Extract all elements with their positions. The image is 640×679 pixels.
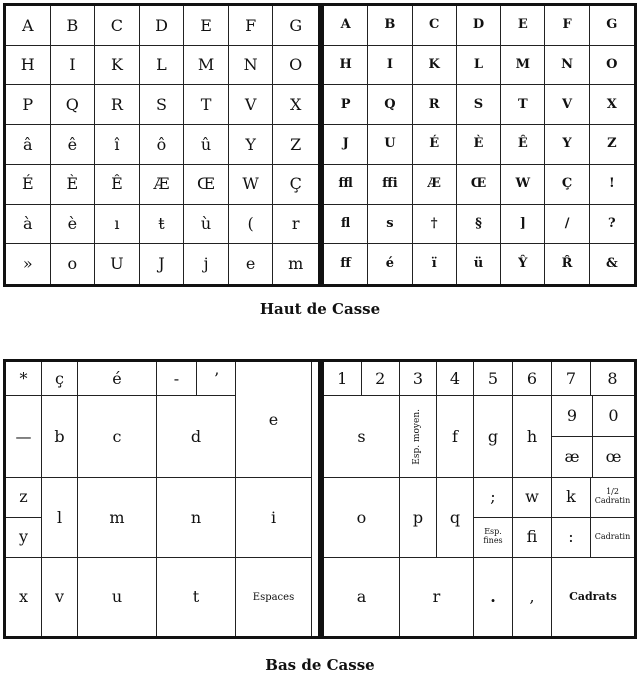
case-7: 7 [552, 362, 591, 396]
case-2: 2 [375, 368, 386, 388]
bas-de-casse-case [3, 359, 637, 639]
haut-left-cell: û [184, 125, 229, 165]
haut-left-cell: ŧ [140, 205, 185, 245]
haut-left-cell: m [288, 254, 304, 274]
haut-left-cell: Œ [184, 165, 229, 205]
case-w: w [513, 478, 552, 518]
haut-left-cell: É [6, 165, 51, 205]
haut-right-cell: R̂ [545, 244, 589, 284]
case-n: n [157, 478, 236, 558]
case-c-cedilla: ç [42, 362, 78, 395]
haut-right-cell: S [457, 85, 501, 125]
haut-right-cell: ffi [368, 165, 412, 205]
case-i: i [236, 478, 312, 558]
haut-right-cell: § [457, 205, 501, 245]
case-fi: fi [513, 518, 552, 558]
haut-left-cell: S [140, 85, 185, 125]
haut-right-cell: & [605, 255, 618, 271]
haut-right-cell: ffl [324, 165, 368, 205]
haut-right-cell: G [590, 6, 634, 46]
case-x: x [6, 558, 42, 636]
haut-left-cell: â [6, 125, 51, 165]
haut-right-cell: ] [501, 205, 545, 245]
haut-right-cell: Y [545, 125, 589, 165]
case-half-cadratin: 1/2 Cadratin [591, 478, 634, 518]
haut-right-cell: ü [457, 244, 501, 284]
case-0: 0 [593, 396, 634, 437]
haut-left-cell: C [95, 6, 140, 46]
case-1: 1 [324, 362, 362, 395]
haut-left-cell: ( [229, 205, 274, 245]
haut-left-cell: F [229, 6, 274, 46]
haut-right-cell: P [324, 85, 368, 125]
haut-left-cell: T [184, 85, 229, 125]
haut-left-cell: Ê [95, 165, 140, 205]
haut-right-cell: X [590, 85, 634, 125]
haut-left-cell: X [273, 85, 318, 125]
haut-left-cell: è [51, 205, 96, 245]
case-e-acute: é [78, 362, 157, 395]
haut-left-cell: î [95, 125, 140, 165]
case-espaces: Espaces [236, 558, 312, 636]
haut-left-cell: r [273, 205, 318, 245]
case-dot: . [474, 558, 513, 636]
case-u: u [78, 558, 157, 636]
haut-right-cell: Ç [545, 165, 589, 205]
case-f: f [437, 396, 474, 478]
case-z-y [6, 478, 42, 558]
haut-right-cell: Q [368, 85, 412, 125]
numbers-1-2 [324, 362, 400, 396]
haut-left-cell: I [51, 46, 96, 86]
haut-right-cell: Æ [413, 165, 457, 205]
case-v: v [42, 558, 78, 636]
case-ae: æ [552, 437, 593, 478]
haut-left-cell: » [6, 244, 51, 284]
haut-right-cell: Ŷ [501, 244, 545, 284]
case-6: 6 [513, 362, 552, 396]
haut-left-cell: O [273, 46, 318, 86]
haut-left-cell: D [140, 6, 185, 46]
haut-right-cell: W [501, 165, 545, 205]
haut-right-cell: C [413, 6, 457, 46]
haut-right-cell: O [590, 46, 634, 86]
case-m: m [78, 478, 157, 558]
haut-right-cell: A [324, 6, 368, 46]
haut-left-cell: Z [273, 125, 318, 165]
haut-left-cell: ı [95, 205, 140, 245]
haut-left-cell: A [6, 6, 51, 46]
case-q: q [437, 478, 474, 558]
case-hyphen: - [157, 362, 197, 395]
haut-title: Haut de Casse [259, 300, 381, 318]
case-3: 3 [400, 362, 437, 396]
haut-right-cell: fl [324, 205, 368, 245]
case-dash: — [6, 396, 42, 478]
case-colon: : [552, 518, 591, 558]
case-r: r [400, 558, 474, 636]
haut-left-cell: V [229, 85, 274, 125]
case-9: 9 [552, 396, 593, 437]
haut-right-cell: R [413, 85, 457, 125]
haut-left-cell: H [6, 46, 51, 86]
haut-left-cell: à [6, 205, 51, 245]
haut-right-cell: È [457, 125, 501, 165]
haut-left-cell: M [184, 46, 229, 86]
haut-right-cell: D [457, 6, 501, 46]
case-apostrophe: ’ [213, 368, 220, 388]
haut-right-cell: F [545, 6, 589, 46]
case-z: z [6, 478, 41, 518]
haut-left-cell: e [229, 244, 274, 284]
haut-right-cell: E [501, 6, 545, 46]
haut-left-cell: P [6, 85, 51, 125]
haut-left-cell: U [95, 244, 140, 284]
haut-right-cell: ! [590, 165, 634, 205]
haut-right-cell: Ê [501, 125, 545, 165]
haut-left-cell: B [51, 6, 96, 46]
haut-left-cell: Q [51, 85, 96, 125]
haut-right-cell: Œ [457, 165, 501, 205]
bas-right-half [324, 362, 634, 636]
case-8: 8 [591, 362, 634, 396]
haut-left-cell: G [273, 6, 318, 46]
case-comma: , [513, 558, 552, 636]
haut-right-cell: † [413, 205, 457, 245]
haut-left-cell: K [95, 46, 140, 86]
haut-right-cell: I [368, 46, 412, 86]
haut-right-cell: U [368, 125, 412, 165]
haut-left-cell: Æ [140, 165, 185, 205]
case-b: b [42, 396, 78, 478]
haut-right-cell: ff [324, 244, 368, 284]
haut-de-casse-case [3, 3, 637, 287]
case-asterisk: * [6, 362, 42, 395]
haut-right-cell: ï [413, 244, 457, 284]
case-e: e [236, 362, 312, 478]
haut-right-cell: V [545, 85, 589, 125]
case-l: l [42, 478, 78, 558]
case-a: a [324, 558, 400, 636]
haut-left-cell: j [184, 244, 229, 284]
haut-left-cell: È [51, 165, 96, 205]
haut-right-cell: T [501, 85, 545, 125]
haut-right-cell: ? [590, 205, 634, 245]
haut-right-cell: H [324, 46, 368, 86]
case-oe: œ [605, 446, 622, 466]
case-y: y [18, 527, 29, 547]
case-4: 4 [437, 362, 474, 396]
haut-left-cell: o [51, 244, 96, 284]
haut-right-cell: K [413, 46, 457, 86]
haut-right-cell: J [324, 125, 368, 165]
bas-top-row [6, 362, 236, 396]
haut-right-cell: / [545, 205, 589, 245]
haut-left-cell: ô [140, 125, 185, 165]
case-small-cluster [474, 478, 634, 558]
haut-left-cell: Ç [273, 165, 318, 205]
haut-left-half [6, 6, 318, 284]
case-cadrats: Cadrats [569, 589, 617, 603]
case-c: c [78, 396, 157, 478]
haut-left-cell: ù [184, 205, 229, 245]
case-h: h [513, 396, 552, 478]
haut-left-cell: Y [229, 125, 274, 165]
haut-right-cell: L [457, 46, 501, 86]
case-esp-moyen [400, 396, 437, 478]
case-o: o [324, 478, 400, 558]
bas-left-half [6, 362, 318, 636]
haut-left-cell: ê [51, 125, 96, 165]
case-k: k [552, 478, 591, 518]
haut-left-cell: N [229, 46, 274, 86]
haut-right-cell: M [501, 46, 545, 86]
esp-moyen-label: Esp. moyen. [412, 408, 423, 465]
haut-right-half [324, 6, 634, 284]
bas-title: Bas de Casse [265, 656, 375, 674]
case-semicolon: ; [474, 478, 513, 518]
haut-left-cell: E [184, 6, 229, 46]
haut-left-cell: L [140, 46, 185, 86]
haut-right-cell: é [368, 244, 412, 284]
case-esp-fines: Esp. fines [474, 518, 513, 558]
case-9-0-ae-oe [552, 396, 634, 478]
case-d: d [157, 396, 236, 478]
case-s: s [324, 396, 400, 478]
haut-right-cell: N [545, 46, 589, 86]
case-g: g [474, 396, 513, 478]
haut-right-cell: É [413, 125, 457, 165]
haut-right-cell: B [368, 6, 412, 46]
haut-left-cell: R [95, 85, 140, 125]
case-cadratin: Cadratin [594, 531, 631, 541]
haut-right-cell: Z [590, 125, 634, 165]
haut-left-cell: J [140, 244, 185, 284]
haut-left-cell: W [229, 165, 274, 205]
haut-right-cell: s [368, 205, 412, 245]
case-t: t [157, 558, 236, 636]
case-5: 5 [474, 362, 513, 396]
case-p: p [400, 478, 437, 558]
